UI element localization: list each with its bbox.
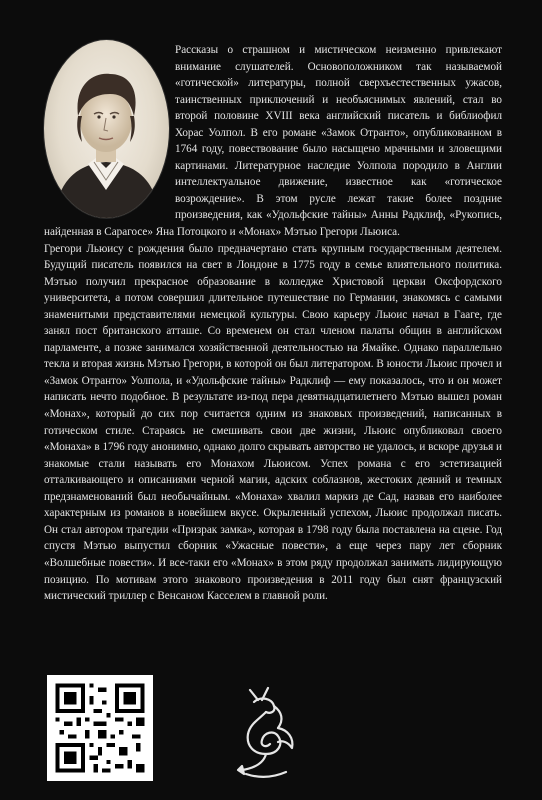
- publisher-logo: [228, 684, 300, 780]
- intro-paragraph: Рассказы о страшном и мистическом неизменно привлекают внимание слушателей. Основоположником так называемой «готической» литературы, полной сверхъестественных ужасов, таинственных приключений и необъяснимых явлений, стал во второй половине XVIII века английский писатель и библиофил Хорас Уолпол. В его романе «Замок Отранто», опубликованном в 1764 году, повествование было насыщено мрачными и зловещими картинами. Литературное наследие Уолпола породило в Англии интеллектуальное движение, известное как «готическое возрождение». В этом русле лежат такие более поздние произведения, как «Удольфские тайны» Анны Радклиф, «Рукопись, найденная в Сарагосе» Яна Потоцкого и «Монах» Мэтью Грегори Льюиса.: [44, 44, 502, 239]
- back-cover-text: [44, 42, 502, 605]
- portrait-wrap-space: [44, 42, 175, 223]
- qr-code-icon: [47, 675, 153, 781]
- qr-code: [47, 675, 153, 781]
- dragon-emblem-icon: [228, 684, 300, 780]
- biography-paragraph: Грегори Льюису с рождения было предначертано стать крупным государственным деятелем. Будущий писатель появился на свет в Лондоне в 1775 году в семье влиятельного политика. Мэтью получил прекрасное образование в колледже Христовой церкви Оксфордского университета, а потом совершил длительное путешествие по Германии, знакомясь с самыми знаменитыми представителями немецкой культуры. Свою карьеру Льюис начал в Гааге, где занял пост британского атташе. Со временем он стал членом палаты общин в английском парламенте, а позже занимался хозяйственной деятельностью на Ямайке. Однако параллельно текла и вторая жизнь Мэтью Грегори, в которой он был литератором. В юности Льюис прочел и «Замок Отранто» Уолпола, и «Удольфские тайны» Радклиф — ему показалось, что и он может написать нечто подобное. В результате из-под пера девятнадцатилетнего Мэтью вышел роман «Монах», который до сих пор считается одним из знаковых произведений, написанных в готическом стиле. Стараясь не смешивать свои две жизни, Льюис опубликовал своего «Монаха» в 1796 году анонимно, однако долго скрывать авторство не удалось, и вскоре друзья и знакомые стали называть его Монахом Льюисом. Успех романа с его эстетизацией отталкивающего и описаниями черной магии, адских соблазнов, жестоких деяний и темных предзнаменований был необычайным. «Монаха» хвалил маркиз де Сад, назвав его наиболее характерным из романов в новейшем вкусе. Окрыленный успехом, Льюис продолжал писать. Он стал автором трагедии «Призрак замка», которая в 1798 году была поставлена на сцене. Год спустя Мэтью выпустил сборник «Ужасные повести», а еще через пару лет сборник «Волшебные повести». И все-таки его «Монах» в этом ряду продолжал занимать лидирующую позицию. По мотивам этого знакового произведения в 2011 году был снят французский мистический триллер с Венсаном Касселем в главной роли.: [44, 242, 502, 603]
